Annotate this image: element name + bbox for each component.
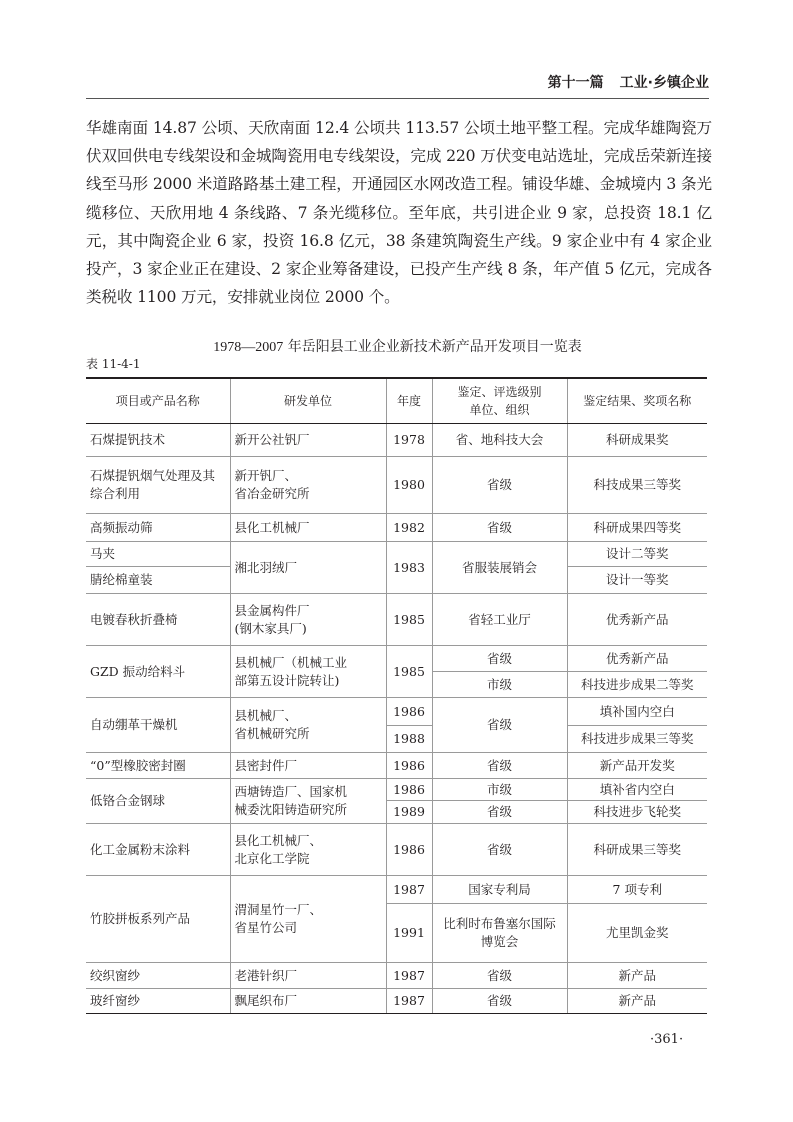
cell-result: 优秀新产品 xyxy=(567,594,707,646)
cell-unit xyxy=(230,457,386,514)
cell-name: “0”型橡胶密封圈 xyxy=(86,753,230,779)
cell-name: 低铬合金钢球 xyxy=(86,779,230,824)
table-row xyxy=(86,963,707,989)
header-result: 鉴定结果、奖项名称 xyxy=(567,378,707,424)
cell-name: GZD 振动给料斗 xyxy=(86,646,230,698)
cell-name: 马夹 xyxy=(86,542,230,567)
cell-unit xyxy=(230,779,386,824)
header-unit: 研发单位 xyxy=(230,378,386,424)
cell-unit-line1: 县机械厂、 xyxy=(234,708,298,723)
cell-result: 填补国内空白 xyxy=(567,698,707,726)
table-row xyxy=(86,753,707,779)
cell-result: 科技进步成果二等奖 xyxy=(567,672,707,698)
cell-unit xyxy=(230,594,386,646)
cell-level: 市级 xyxy=(432,779,567,801)
paragraph-text: 华雄南面 14.87 公顷、天欣南面 12.4 公顷共 113.57 公顷土地平整工程。完成华雄陶瓷万伏双回供电专线架设和金城陶瓷用电专线架设，完成 220 万伏变电站选址，完成岳荣新连接线至马形 2000 米道路路基土建工程，开通园区水网改造工程。铺设华雄、金城境内 3 条光缆移位、天欣用地 4 条线路、7 条光缆移位。至年底，共引进企业 9 家，总投资 18.1 亿元，其中陶瓷企业 6 家，投资 16.8 亿元，38 条建筑陶瓷生产线。9 家企业中有 4 家企业投产，3 家企业正在建设、2 家企业筹备建设，已投产生产线 8 条，年产值 5 亿元，完成各类税收 1100 万元，安排就业岗位 2000 个。 xyxy=(86,119,712,307)
running-header xyxy=(86,72,709,99)
cell-unit xyxy=(230,876,386,963)
cell-level: 省级 xyxy=(432,989,567,1014)
cell-unit-line1: 县机械厂（机械工业 xyxy=(234,654,348,670)
table-row xyxy=(86,594,707,646)
cell-unit: 县密封件厂 xyxy=(230,753,386,779)
cell-result: 科技进步飞轮奖 xyxy=(567,801,707,824)
cell-level xyxy=(432,904,567,963)
cell-year: 1991 xyxy=(386,904,432,963)
cell-level: 省级 xyxy=(432,646,567,672)
cell-level: 省轻工业厅 xyxy=(432,594,567,646)
cell-year: 1986 xyxy=(386,753,432,779)
header-level-line2: 单位、组织 xyxy=(469,403,530,417)
table-number: 表 11-4-1 xyxy=(86,357,141,371)
body-paragraph xyxy=(86,114,712,311)
cell-level: 国家专利局 xyxy=(432,876,567,904)
cell-year: 1987 xyxy=(386,989,432,1014)
cell-result: 新产品 xyxy=(567,989,707,1014)
page-number: ·361· xyxy=(650,1032,684,1047)
cell-year: 1978 xyxy=(386,424,432,457)
cell-level: 省级 xyxy=(432,698,567,753)
table-title-text: 年岳阳县工业企业新技术新产品开发项目一览表 xyxy=(283,339,582,355)
cell-name: 高频振动筛 xyxy=(86,514,230,542)
cell-unit-line1: 新开钒厂、 xyxy=(234,468,298,483)
cell-year: 1985 xyxy=(386,594,432,646)
cell-result: 尤里凯金奖 xyxy=(567,904,707,963)
cell-name: 腈纶棉童装 xyxy=(86,567,230,594)
cell-result: 填补省内空白 xyxy=(567,779,707,801)
cell-unit-line2: 省星竹公司 xyxy=(234,920,298,935)
table-row xyxy=(86,514,707,542)
cell-unit xyxy=(230,698,386,753)
cell-unit: 飘尾织布厂 xyxy=(230,989,386,1014)
cell-year: 1980 xyxy=(386,457,432,514)
table-row xyxy=(86,876,707,904)
cell-year: 1989 xyxy=(386,801,432,824)
cell-unit-line1: 县金属构件厂 xyxy=(234,602,310,618)
cell-unit-line1: 渭洞星竹一厂、 xyxy=(234,902,323,917)
cell-result: 设计二等奖 xyxy=(567,542,707,567)
cell-result: 7 项专利 xyxy=(567,876,707,904)
cell-level: 省级 xyxy=(432,824,567,876)
cell-name: 自动绷革干燥机 xyxy=(86,698,230,753)
cell-result: 科技进步成果三等奖 xyxy=(567,726,707,753)
cell-level: 省级 xyxy=(432,963,567,989)
cell-level: 省级 xyxy=(432,514,567,542)
header-name: 项目或产品名称 xyxy=(86,378,230,424)
cell-unit-line2: 北京化工学院 xyxy=(234,850,310,866)
cell-year: 1985 xyxy=(386,646,432,698)
header-level-line1: 鉴定、评选级别 xyxy=(457,385,542,399)
cell-name: 石煤提钒烟气处理及其综合利用 xyxy=(86,457,230,514)
cell-result: 新产品 xyxy=(567,963,707,989)
cell-level: 省服装展销会 xyxy=(432,542,567,594)
cell-result: 设计一等奖 xyxy=(567,567,707,594)
cell-level-line2: 博览会 xyxy=(480,934,519,949)
chapter-label: 第十一篇 xyxy=(547,75,604,91)
cell-unit-line1: 西塘铸造厂、国家机 xyxy=(234,784,348,799)
cell-name: 石煤提钒技术 xyxy=(86,424,230,457)
table-row xyxy=(86,779,707,801)
cell-unit: 湘北羽绒厂 xyxy=(230,542,386,594)
table-row xyxy=(86,646,707,672)
header-year: 年度 xyxy=(386,378,432,424)
cell-level: 省级 xyxy=(432,753,567,779)
cell-unit-line2: 省机械研究所 xyxy=(234,726,310,741)
cell-level: 省级 xyxy=(432,801,567,824)
projects-table xyxy=(86,377,707,1014)
cell-unit-line2: 械委沈阳铸造研究所 xyxy=(234,802,348,817)
cell-result: 优秀新产品 xyxy=(567,646,707,672)
cell-unit-line2: 部第五设计院转让) xyxy=(234,672,340,688)
cell-year: 1986 xyxy=(386,824,432,876)
cell-level: 省级 xyxy=(432,457,567,514)
cell-unit: 新开公社钒厂 xyxy=(230,424,386,457)
cell-name: 化工金属粉末涂料 xyxy=(86,824,230,876)
cell-unit xyxy=(230,824,386,876)
table-row xyxy=(86,989,707,1014)
cell-level: 省、地科技大会 xyxy=(432,424,567,457)
cell-unit: 县化工机械厂 xyxy=(230,514,386,542)
table-row xyxy=(86,424,707,457)
cell-year: 1987 xyxy=(386,876,432,904)
cell-year: 1987 xyxy=(386,963,432,989)
table-header-row xyxy=(86,378,707,424)
table-row xyxy=(86,824,707,876)
cell-unit: 老港针织厂 xyxy=(230,963,386,989)
cell-level: 市级 xyxy=(432,672,567,698)
table-row xyxy=(86,698,707,726)
cell-result: 科研成果三等奖 xyxy=(567,824,707,876)
cell-unit-line2: (钢木家具厂) xyxy=(234,620,307,636)
cell-unit xyxy=(230,646,386,698)
cell-year: 1986 xyxy=(386,698,432,726)
cell-name: 玻纤窗纱 xyxy=(86,989,230,1014)
cell-result: 科技成果三等奖 xyxy=(567,457,707,514)
cell-name: 电镀春秋折叠椅 xyxy=(86,594,230,646)
cell-unit-line2: 省冶金研究所 xyxy=(234,486,310,501)
table-row xyxy=(86,457,707,514)
cell-level-line1: 比利时布鲁塞尔国际 xyxy=(443,916,556,931)
cell-result: 新产品开发奖 xyxy=(567,753,707,779)
cell-name: 竹胶拼板系列产品 xyxy=(86,876,230,963)
cell-year: 1982 xyxy=(386,514,432,542)
table-title-years: 1978—2007 xyxy=(213,340,284,355)
cell-name: 绞织窗纱 xyxy=(86,963,230,989)
table-title xyxy=(86,336,709,356)
cell-year: 1988 xyxy=(386,726,432,753)
section-label: 工业·乡镇企业 xyxy=(619,75,709,91)
table-row xyxy=(86,542,707,567)
header-level xyxy=(432,378,567,424)
cell-unit-line1: 县化工机械厂、 xyxy=(234,832,323,848)
cell-year: 1986 xyxy=(386,779,432,801)
cell-result: 科研成果四等奖 xyxy=(567,514,707,542)
cell-year: 1983 xyxy=(386,542,432,594)
cell-result: 科研成果奖 xyxy=(567,424,707,457)
